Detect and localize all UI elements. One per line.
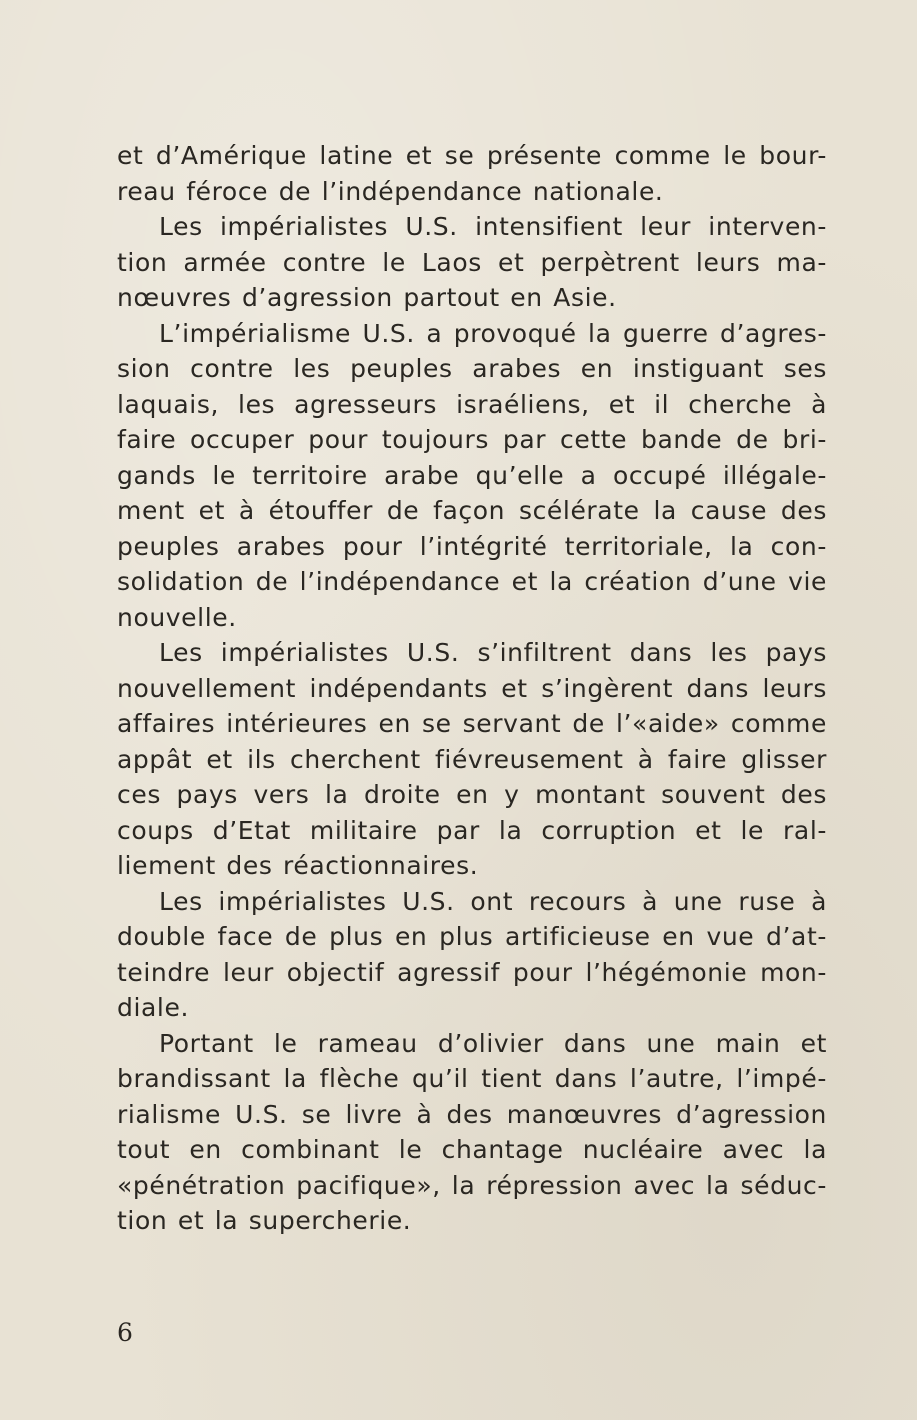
text-line: nouvelle.: [117, 602, 237, 632]
paragraph: [117, 209, 827, 316]
text-line: liement des réactionnaires.: [117, 851, 479, 880]
paragraph: [117, 635, 827, 884]
text-line: nœuvres d’agression partout en Asie.: [117, 283, 617, 312]
text-line: coups d’Etat militaire par la corruption et le ral-: [117, 815, 827, 845]
text-line: tion armée contre le Laos et perpètrent leurs ma-: [117, 247, 827, 277]
text-line: «pénétration pacifique», la répression avec la séduc-: [117, 1170, 827, 1200]
text-line: brandissant la flèche qu’il tient dans l’autre, l’impé-: [117, 1064, 827, 1093]
text-line: double face de plus en plus artificieuse en vue d’at-: [117, 922, 827, 951]
text-line: nouvellement indépendants et s’ingèrent dans leurs: [117, 673, 827, 703]
page-number: 6: [117, 1318, 133, 1347]
text-line: ment et à étouffer de façon scélérate la cause des: [117, 496, 827, 525]
text-line: Les impérialistes U.S. s’infiltrent dans les pays: [159, 638, 827, 667]
text-line: Les impérialistes U.S. intensifient leur interven-: [159, 212, 827, 241]
text-line: Les impérialistes U.S. ont recours à une ruse à: [159, 886, 827, 916]
text-line: tout en combinant le chantage nucléaire avec la: [117, 1135, 827, 1164]
text-line: tion et la supercherie.: [117, 1206, 412, 1235]
text-line: peuples arabes pour l’intégrité territoriale, la con-: [117, 531, 827, 561]
paragraph: [117, 138, 827, 209]
paragraph: [117, 316, 827, 636]
text-line: rialisme U.S. se livre à des manœuvres d’agression: [117, 1099, 827, 1129]
text-line: L’impérialisme U.S. a provoqué la guerre d’agres-: [159, 318, 827, 348]
text-line: diale.: [117, 993, 190, 1022]
text-line: et d’Amérique latine et se présente comme le bour-: [117, 141, 827, 170]
paragraph: [117, 1026, 827, 1239]
text-line: reau féroce de l’indépendance nationale.: [117, 176, 664, 206]
text-line: faire occuper pour toujours par cette bande de bri-: [117, 425, 827, 454]
text-line: Portant le rameau d’olivier dans une main et: [159, 1028, 827, 1058]
text-line: gands le territoire arabe qu’elle a occupé illégale-: [117, 460, 827, 490]
text-line: appât et ils cherchent fiévreusement à faire glisser: [117, 744, 827, 774]
text-line: affaires intérieures en se servant de l’«aide» comme: [117, 709, 827, 738]
text-line: teindre leur objectif agressif pour l’hégémonie mon-: [117, 957, 827, 987]
text-line: solidation de l’indépendance et la création d’une vie: [117, 567, 827, 596]
text-line: laquais, les agresseurs israéliens, et il cherche à: [117, 389, 827, 419]
paragraph: [117, 884, 827, 1026]
text-line: sion contre les peuples arabes en instiguant ses: [117, 354, 827, 383]
text-line: ces pays vers la droite en y montant souvent des: [117, 780, 827, 809]
body-text: [117, 138, 827, 1239]
